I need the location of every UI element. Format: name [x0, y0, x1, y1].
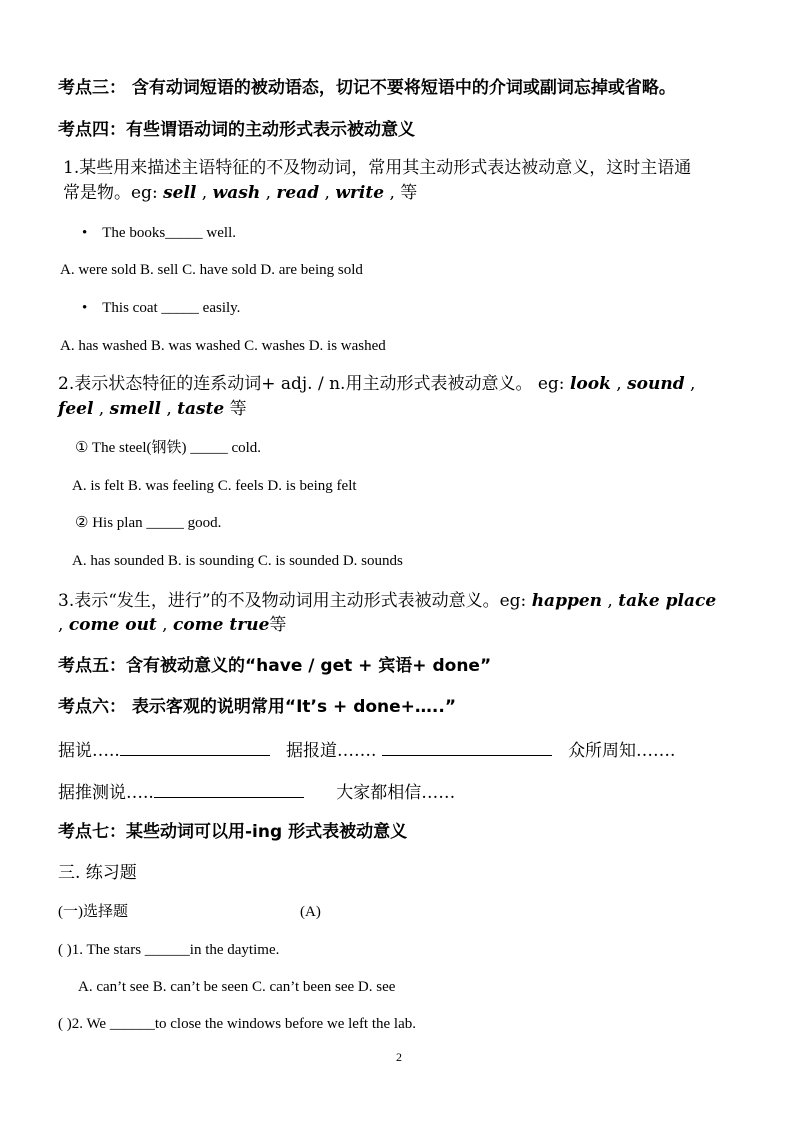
paragraph-1-line-2: 常是物。eg: sell , wash , read , write , 等	[63, 183, 418, 203]
paragraph-1-prefix: 常是物。eg:	[63, 183, 164, 203]
heading-point-5: 考点五：含有被动意义的“have / get + 宾语+ done”	[58, 656, 492, 676]
question-4: ② His plan _____ good.	[75, 515, 222, 531]
options-2: A. has washed B. was washed C. washes D. is washed	[60, 338, 386, 354]
paragraph-3-suffix: 等	[269, 615, 287, 635]
section-exercises: 三. 练习题	[58, 863, 137, 883]
heading-point-7: 考点七：某些动词可以用-ing 形式表被动意义	[58, 822, 408, 842]
example-word: write	[335, 183, 385, 203]
example-word: feel	[58, 399, 94, 419]
paragraph-1-suffix: 等	[400, 183, 418, 203]
subsection-choice: (一)选择题	[58, 904, 128, 920]
paragraph-3-line-2: , come out , come true等	[58, 615, 287, 635]
heading-point-4: 考点四：有些谓语动词的主动形式表示被动意义	[58, 120, 415, 140]
heading-point-6: 考点六： 表示客观的说明常用“It’s + done+…..”	[58, 697, 457, 717]
fill-blank[interactable]	[154, 781, 304, 798]
fill-line-1	[58, 739, 675, 761]
paragraph-3-prefix: 3.表示“发生，进行”的不及物动词用主动形式表被动意义。eg:	[58, 591, 532, 611]
fill-prompt: 据报道…….	[286, 741, 382, 761]
example-word: happen	[531, 591, 603, 611]
example-word: look	[569, 374, 611, 394]
fill-prompt: 众所周知…….	[568, 741, 676, 761]
example-word: smell	[109, 399, 161, 419]
question-3: ① The steel(钢铁) _____ cold.	[75, 440, 262, 456]
example-word: come true	[173, 615, 270, 635]
question-text: This coat _____ easily.	[102, 300, 241, 316]
options-3: A. is felt B. was feeling C. feels D. is being felt	[72, 478, 357, 494]
paragraph-3-line-1: 3.表示“发生，进行”的不及物动词用主动形式表被动意义。eg: happen , take place	[58, 591, 717, 611]
paragraph-2-line-1: 2.表示状态特征的连系动词+ adj. / n.用主动形式表被动意义。 eg: look , sound ,	[58, 374, 696, 394]
question-1: ( )1. The stars ______in the daytime.	[58, 942, 280, 958]
example-word: sound	[627, 374, 685, 394]
fill-blank[interactable]	[382, 739, 552, 756]
fill-prompt: 据说…..	[58, 741, 120, 761]
fill-line-2	[58, 781, 455, 803]
example-word: sell	[163, 183, 197, 203]
example-word: taste	[177, 399, 225, 419]
subsection-tag: (A)	[300, 904, 321, 920]
paragraph-1-line-1: 1.某些用来描述主语特征的不及物动词，常用其主动形式表达被动意义，这时主语通	[63, 158, 692, 178]
fill-prompt: 大家都相信……	[336, 783, 456, 803]
example-word: come out	[68, 615, 157, 635]
fill-blank[interactable]	[120, 739, 270, 756]
bullet-question-2: • This coat _____ easily.	[82, 300, 241, 316]
example-word: wash	[212, 183, 261, 203]
question-2: ( )2. We ______to close the windows before we left the lab.	[58, 1016, 417, 1032]
example-word: read	[276, 183, 320, 203]
options-1: A. were sold B. sell C. have sold D. are being sold	[60, 262, 363, 278]
paragraph-2-suffix: 等	[229, 399, 247, 419]
options-4: A. has sounded B. is sounding C. is sounded D. sounds	[72, 553, 403, 569]
paragraph-2-line-2: feel , smell , taste 等	[58, 399, 247, 419]
example-word: take place	[618, 591, 717, 611]
question-text: The books_____ well.	[102, 225, 236, 241]
page-number: 2	[396, 1050, 402, 1064]
heading-point-3: 考点三： 含有动词短语的被动语态，切记不要将短语中的介词或副词忘掉或省略。	[58, 78, 676, 98]
question-1-options: A. can’t see B. can’t be seen C. can’t been see D. see	[78, 979, 396, 995]
paragraph-2-prefix: 2.表示状态特征的连系动词+ adj. / n.用主动形式表被动意义。 eg:	[58, 374, 570, 394]
bullet-question-1: • The books_____ well.	[82, 225, 236, 241]
fill-prompt: 据推测说…..	[58, 783, 154, 803]
